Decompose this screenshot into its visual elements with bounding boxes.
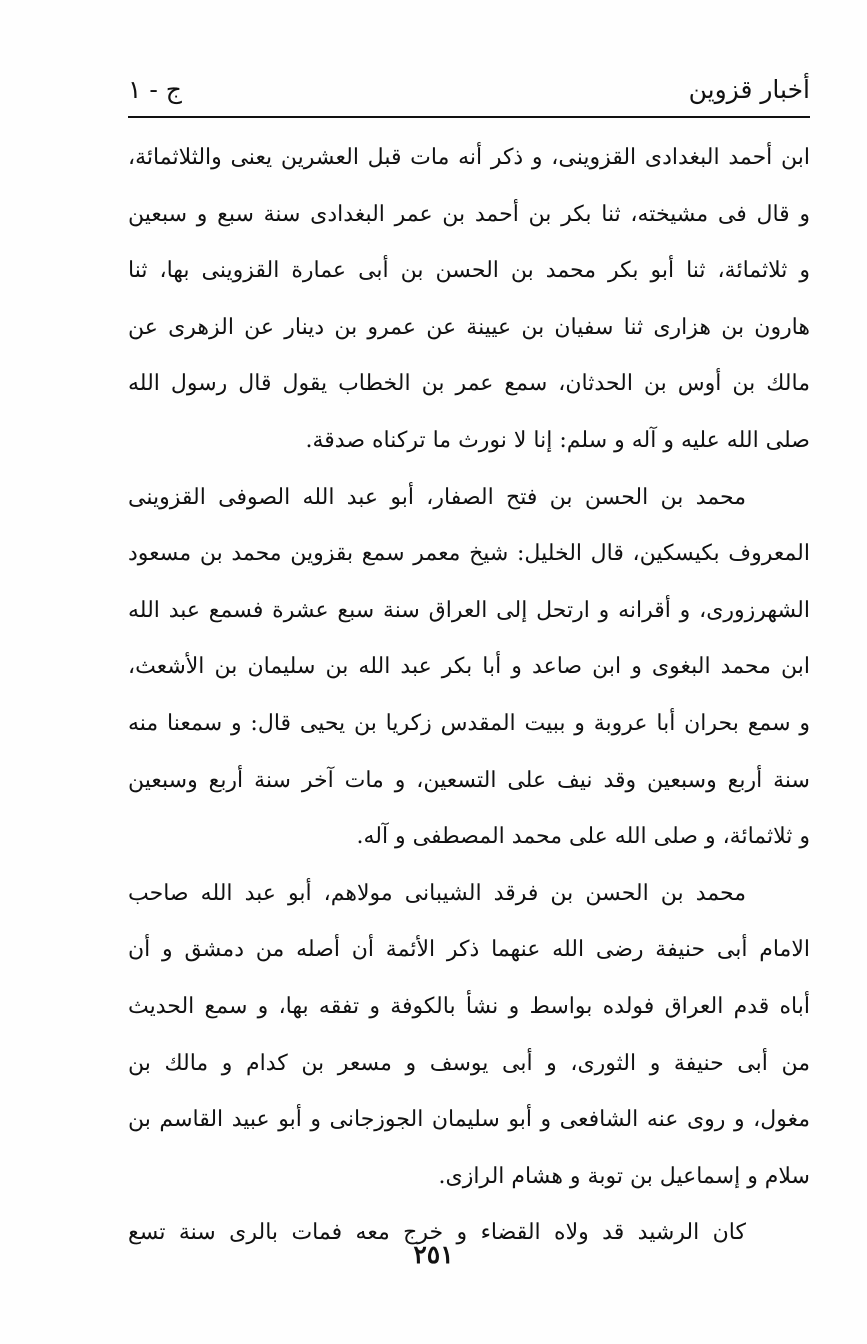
text-line: و ثلاثمائة، ثنا أبو بكر محمد بن الحسن بن أبى عمارة القزوينى بها، ثنا <box>128 258 810 284</box>
text-line: هارون بن هزارى ثنا سفيان بن عيينة عن عمرو بن دينار عن الزهرى عن <box>128 314 810 340</box>
text-line: من أبى حنيفة و الثورى، و أبى يوسف و مسعر بن كدام و مالك بن <box>128 1050 810 1076</box>
text-line: ابن محمد البغوى و ابن صاعد و أبا بكر عبد الله بن سليمان بن الأشعث، <box>128 654 810 680</box>
text-line: مغول، و روى عنه الشافعى و أبو سليمان الجوزجانى و أبو عبيد القاسم بن <box>128 1107 810 1133</box>
page-number: ٢٥١ <box>413 1240 454 1269</box>
text-line: صلى الله عليه و آله و سلم: إنا لا نورث ما تركناه صدقة. <box>305 427 810 453</box>
text-line: و سمع بحران أبا عروبة و ببيت المقدس زكريا بن يحيى قال: و سمعنا منه <box>128 710 810 736</box>
text-line: سلام و إسماعيل بن توبة و هشام الرازى. <box>438 1163 810 1189</box>
entry-heading-line: محمد بن الحسن بن فرقد الشيبانى مولاهم، أبو عبد الله صاحب <box>128 880 746 906</box>
running-title: أخبار قزوين <box>688 75 810 104</box>
text-line: و ثلاثمائة، و صلى الله على محمد المصطفى و آله. <box>356 824 810 850</box>
text-line: المعروف بكيسكين، قال الخليل: شيخ معمر سمع بقزوين محمد بن مسعود <box>128 541 810 567</box>
text-line: مالك بن أوس بن الحدثان، سمع عمر بن الخطاب يقول قال رسول الله <box>128 371 810 397</box>
text-line: الامام أبى حنيفة رضى الله عنهما ذكر الأئمة أن أصله من دمشق و أن <box>128 937 810 963</box>
text-line: أباه قدم العراق فولده بواسط و نشأ بالكوفة و تفقه بها، و سمع الحديث <box>128 993 810 1019</box>
entry-heading-line: محمد بن الحسن بن فتح الصفار، أبو عبد الله الصوفى القزوينى <box>128 484 746 510</box>
page-header <box>128 70 810 114</box>
text-line: كان الرشيد قد ولاه القضاء و خرج معه فمات بالرى سنة تسع <box>128 1220 746 1246</box>
text-line: و قال فى مشيخته، ثنا بكر بن أحمد بن عمر البغدادى سنة سبع و سبعين <box>128 201 810 227</box>
text-line: سنة أربع وسبعين وقد نيف على التسعين، و مات آخر سنة أربع وسبعين <box>128 767 810 793</box>
volume-label: ج - ١ <box>128 75 182 104</box>
header-rule <box>128 116 810 118</box>
body-text <box>128 130 810 1262</box>
text-line: ابن أحمد البغدادى القزوينى، و ذكر أنه مات قبل العشرين يعنى والثلاثمائة، <box>128 145 810 170</box>
text-line: الشهرزورى، و أقرانه و ارتحل إلى العراق سنة سبع عشرة فسمع عبد الله <box>128 597 810 623</box>
